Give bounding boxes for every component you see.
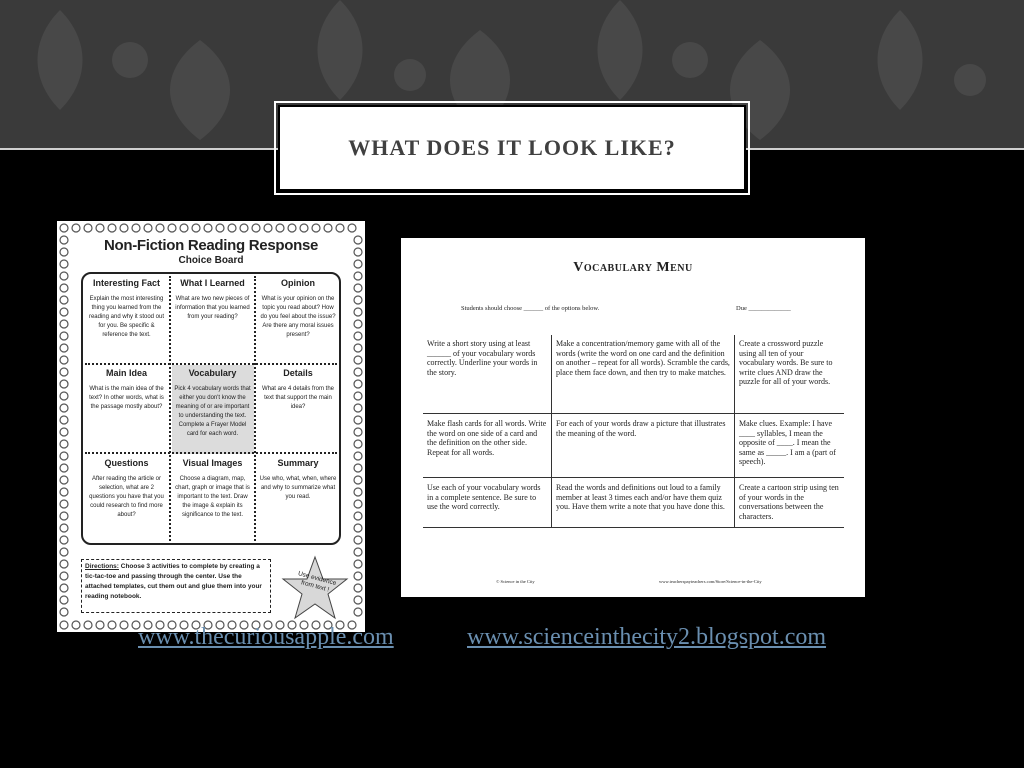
border-dot <box>192 224 200 232</box>
vocab-table <box>423 335 844 527</box>
border-dot <box>216 224 224 232</box>
directions-box <box>81 559 271 613</box>
border-dot <box>60 320 68 328</box>
border-dot <box>354 332 362 340</box>
border-dot <box>228 224 236 232</box>
border-dot <box>354 500 362 508</box>
cell-body: What is the main idea of the text? In other words, what is the passage mostly about? <box>89 386 164 410</box>
border-dot <box>60 524 68 532</box>
grid-cell <box>255 364 341 453</box>
border-dot <box>204 224 212 232</box>
border-dot <box>276 224 284 232</box>
cell-heading: Questions <box>104 458 149 468</box>
border-dot <box>180 224 188 232</box>
border-dot <box>354 296 362 304</box>
grid-cell <box>83 454 170 543</box>
table-divider <box>423 477 844 478</box>
grid-cell <box>170 274 255 363</box>
border-dot <box>72 224 80 232</box>
link-curious-apple[interactable]: www.thecuriousapple.com <box>138 624 394 650</box>
border-dot <box>354 560 362 568</box>
table-cell: Make a concentration/memory game with all of the words (write the word on one card and the definition on another – repeat for all words). Scramble the cards, place them face down, and then try to make matches. <box>556 339 730 377</box>
table-divider <box>423 527 844 528</box>
border-dot <box>60 428 68 436</box>
table-divider <box>423 413 844 414</box>
border-dot <box>60 356 68 364</box>
border-dot <box>354 416 362 424</box>
table-cell: Create a crossword puzzle using all ten of your vocabulary words. Be sure to write clues AND draw the puzzle for all of your words. <box>739 339 833 386</box>
grid-cell <box>83 364 170 453</box>
border-dot <box>354 320 362 328</box>
cell-heading: Main Idea <box>105 368 147 378</box>
border-dot <box>288 224 296 232</box>
vocab-footer-url: www.teacherspayteachers.com/Store/Science-in-the-City <box>659 579 762 584</box>
border-dot <box>354 548 362 556</box>
grid-cell <box>83 274 170 363</box>
border-dot <box>144 224 152 232</box>
border-dot <box>60 416 68 424</box>
border-dot <box>60 560 68 568</box>
border-dot <box>354 404 362 412</box>
border-dot <box>60 584 68 592</box>
border-dot <box>132 224 140 232</box>
cell-heading: Summary <box>277 458 319 468</box>
border-dot <box>240 224 248 232</box>
border-dot <box>108 224 116 232</box>
border-dot <box>354 308 362 316</box>
border-dot <box>354 536 362 544</box>
title-box <box>278 105 746 191</box>
border-dot <box>60 548 68 556</box>
border-dot <box>354 512 362 520</box>
table-cell: Read the words and definitions out loud to a family member at least 3 times each and/or have them quiz you. Have them write a note that you have done this. <box>556 483 725 511</box>
grid-cell <box>170 454 255 543</box>
cell-heading: Vocabulary <box>188 368 237 378</box>
border-dot <box>60 476 68 484</box>
border-dot <box>60 368 68 376</box>
table-cell: Create a cartoon strip using ten of your words in the conversations between the characters. <box>739 483 839 521</box>
border-dot <box>354 476 362 484</box>
table-cell: Use each of your vocabulary words in a complete sentence. Be sure to use the word correctly. <box>427 483 541 511</box>
border-dot <box>354 392 362 400</box>
vocab-instruction: Students should choose ______ of the options below. <box>461 305 600 312</box>
cell-heading: What I Learned <box>180 278 245 288</box>
vocab-footer-copyright: © Science in the City <box>496 579 535 584</box>
border-dot <box>354 440 362 448</box>
star-label: Use evidence from text ! <box>297 570 338 594</box>
border-dot <box>60 452 68 460</box>
cell-heading: Visual Images <box>182 458 243 468</box>
border-dot <box>354 284 362 292</box>
border-dot <box>336 224 344 232</box>
border-dot <box>324 224 332 232</box>
cell-body: After reading the article or selection, what are 2 questions you have that you could research to find more about? <box>89 476 164 518</box>
table-cell: Make clues. Example: I have ____ syllables, I mean the opposite of ____. I mean the same as _____. I am a (part of speech). <box>739 419 836 466</box>
border-dot <box>60 488 68 496</box>
cell-body: What are two new pieces of information that you learned from your reading? <box>175 296 250 320</box>
directions-text: Choose 3 activities to complete by creating a tic-tac-toe and passing through the center. Use the attached templates, cut them out and glue them into your reading notebook. <box>85 563 262 600</box>
choice-board-subtitle: Choice Board <box>178 255 244 266</box>
border-dot <box>264 224 272 232</box>
border-dot <box>354 428 362 436</box>
border-dot <box>354 344 362 352</box>
choice-board-grid <box>81 272 341 545</box>
border-dot <box>60 272 68 280</box>
border-dot <box>312 224 320 232</box>
cell-body: What is your opinion on the topic you read about? How do you feel about the issue? Are there any moral issues present? <box>260 296 336 338</box>
cell-heading: Details <box>283 368 313 378</box>
choice-board-title: Non-Fiction Reading Response <box>103 237 319 254</box>
border-dot <box>60 440 68 448</box>
border-dot <box>60 464 68 472</box>
border-dot <box>348 224 356 232</box>
border-dot <box>354 452 362 460</box>
cell-body: What are 4 details from the text that support the main idea? <box>261 386 335 410</box>
border-dot <box>60 296 68 304</box>
border-dot <box>354 524 362 532</box>
table-cell: Write a short story using at least ______ of your vocabulary words correctly. Underline your words in the story. <box>427 339 538 377</box>
border-dot <box>354 596 362 604</box>
border-dot <box>60 608 68 616</box>
cell-heading: Opinion <box>281 278 315 288</box>
border-dot <box>60 536 68 544</box>
border-dot <box>252 224 260 232</box>
border-dot <box>60 332 68 340</box>
border-dot <box>60 380 68 388</box>
cell-body: Explain the most interesting thing you learned from the reading and why it stood out for you. Be specific & reference the text. <box>88 296 165 338</box>
border-dot <box>60 404 68 412</box>
border-dot <box>60 500 68 508</box>
border-dot <box>354 368 362 376</box>
border-dot <box>300 224 308 232</box>
border-dot <box>60 344 68 352</box>
border-dot <box>354 356 362 364</box>
directions-label: Directions: <box>85 563 119 570</box>
grid-cell <box>255 274 341 363</box>
grid-cell <box>255 454 341 543</box>
table-cell: Make flash cards for all words. Write the word on one side of a card and the definition on the other side. Repeat for all words. <box>427 419 547 457</box>
border-dot <box>354 584 362 592</box>
border-dot <box>354 572 362 580</box>
border-dot <box>60 224 68 232</box>
cell-body: Choose a diagram, map, chart, graph or image that is important to the text. Draw the image & explain its significance to the text. <box>175 476 250 518</box>
border-dot <box>120 224 128 232</box>
border-dot <box>96 224 104 232</box>
border-dot <box>60 596 68 604</box>
border-dot <box>60 392 68 400</box>
border-dot <box>354 608 362 616</box>
border-dot <box>60 284 68 292</box>
source-links <box>0 624 1024 654</box>
border-dot <box>60 572 68 580</box>
border-dot <box>156 224 164 232</box>
border-dot <box>354 380 362 388</box>
cell-heading: Interesting Fact <box>92 278 160 288</box>
table-cell: For each of your words draw a picture that illustrates the meaning of the word. <box>556 419 726 438</box>
border-dot <box>60 308 68 316</box>
border-dot <box>354 272 362 280</box>
border-dot <box>168 224 176 232</box>
border-dot <box>354 488 362 496</box>
link-science-in-the-city[interactable]: www.scienceinthecity2.blogspot.com <box>467 624 827 650</box>
cell-body: Use who, what, when, where and why to summarize what you read. <box>259 476 337 500</box>
cell-body: Pick 4 vocabulary words that either you don't know the meaning of or are important to understanding the text. Complete a Frayer Model card for each word. <box>174 386 251 437</box>
border-dot <box>60 512 68 520</box>
border-dot <box>84 224 92 232</box>
slide-title: WHAT DOES IT LOOK LIKE? <box>348 135 676 160</box>
grid-cell <box>170 364 255 453</box>
vocab-due: Due _____________ <box>736 305 791 312</box>
vocabulary-menu-image <box>401 238 865 597</box>
vocab-menu-title: Vocabulary Menu <box>573 260 693 275</box>
border-dot <box>354 464 362 472</box>
choice-board-image <box>57 221 365 632</box>
